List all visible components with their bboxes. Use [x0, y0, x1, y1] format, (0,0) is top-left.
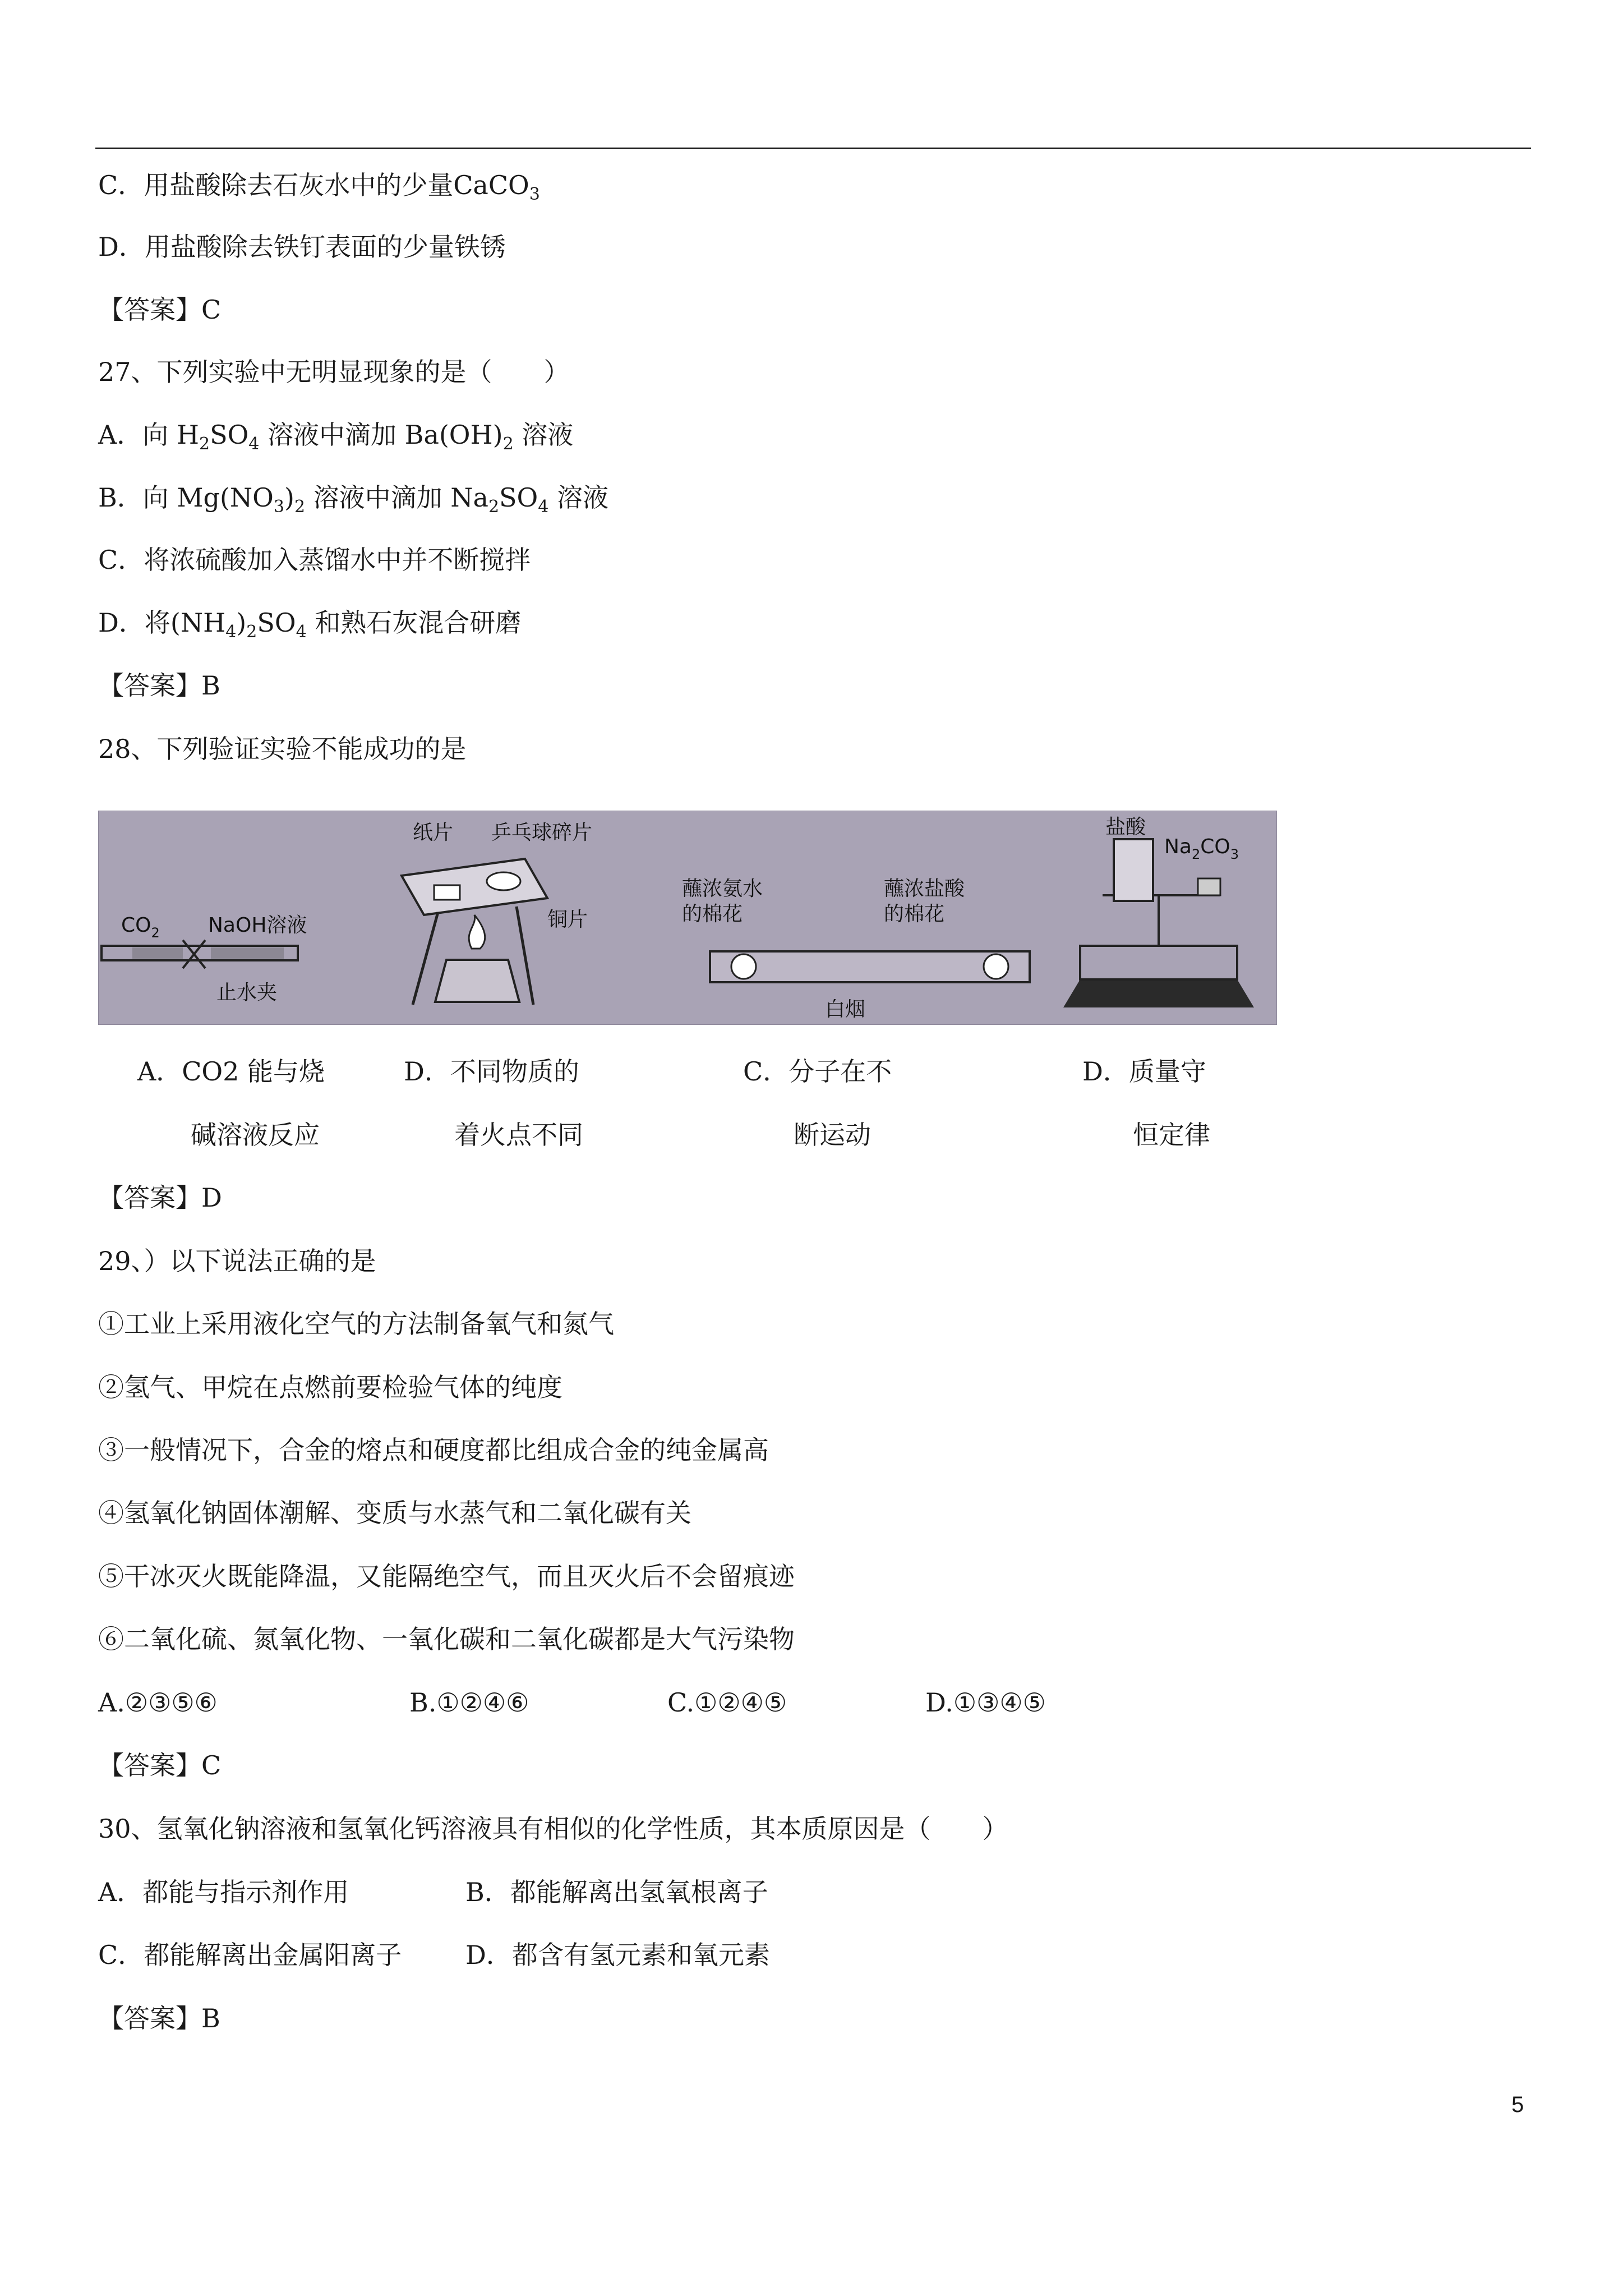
q29-statement-3: ③一般情况下，合金的熔点和硬度都比组成合金的纯金属高 — [98, 1435, 769, 1465]
q27-answer: 【答案】B — [98, 670, 220, 701]
q28-option-b-line1: D．不同物质的 — [404, 1056, 579, 1087]
q27-option-a: A．向 $H_2SO_4$ 溶液中滴加 $Ba(OH)_2$ 溶液 — [98, 420, 574, 454]
q28-answer: 【答案】D — [98, 1182, 222, 1213]
q26-option-c: C．用盐酸除去石灰水中的少量CaCO$_3$ — [98, 170, 540, 204]
q29-answer: 【答案】C — [98, 1750, 222, 1780]
label-hcl-2: 的棉花 — [884, 903, 945, 926]
q28-option-c-line2: 断运动 — [794, 1120, 871, 1150]
label-paper: 纸片 — [413, 821, 454, 844]
label-co2: $CO_2$ — [121, 914, 160, 941]
q28-option-b-line2: 着火点不同 — [454, 1120, 583, 1150]
label-acid: 盐酸 — [1105, 816, 1146, 839]
q30-option-a: A．都能与指示剂作用 — [98, 1877, 349, 1907]
label-copper: 铜片 — [547, 908, 588, 931]
label-naoh: NaOH溶液 — [208, 914, 307, 937]
label-pingpong: 乒乓球碎片 — [491, 821, 593, 844]
q26-answer: 【答案】C — [98, 295, 222, 325]
q30-stem: 30、氢氧化钠溶液和氢氧化钙溶液具有相似的化学性质，其本质原因是（ ） — [98, 1814, 1008, 1844]
q29-statement-4: ④氢氧化钠固体潮解、变质与水蒸气和二氧化碳有关 — [98, 1498, 691, 1528]
q29-stem: 29、）以下说法正确的是 — [98, 1246, 376, 1276]
q28-option-a-line1: A．CO2 能与烧 — [137, 1056, 325, 1087]
q29-statement-6: ⑥二氧化硫、氮氧化物、一氧化碳和二氧化碳都是大气污染物 — [98, 1624, 795, 1654]
panel-b-ignition — [402, 821, 592, 1005]
label-smoke: 白烟 — [825, 998, 866, 1021]
q28-experiment-figure — [98, 811, 1277, 1025]
q29-option-a: A.②③⑤⑥ — [98, 1687, 218, 1718]
q28-option-d-line2: 恒定律 — [1133, 1120, 1210, 1150]
q26-option-d: D．用盐酸除去铁钉表面的少量铁锈 — [98, 232, 506, 262]
q30-option-c: C．都能解离出金属阳离子 — [98, 1940, 402, 1970]
label-na2co3: $Na_2CO_3$ — [1164, 835, 1239, 862]
q30-option-b: B．都能解离出氢氧根离子 — [465, 1877, 768, 1907]
panel-c-diffusion — [682, 877, 1030, 1021]
q27-stem: 27、下列实验中无明显现象的是（ ） — [98, 357, 570, 387]
label-hcl-1: 蘸浓盐酸 — [884, 877, 965, 900]
panel-a-co2-naoh — [102, 914, 307, 1004]
q29-statement-1: ①工业上采用液化空气的方法制备氧气和氮气 — [98, 1309, 614, 1339]
label-clamp: 止水夹 — [216, 981, 278, 1004]
q28-option-c-line1: C．分子在不 — [743, 1056, 892, 1087]
q29-statement-5: ⑤干冰灭火既能降温，又能隔绝空气，而且灭火后不会留痕迹 — [98, 1561, 795, 1591]
q28-option-d-line1: D．质量守 — [1082, 1056, 1206, 1087]
page-number: 5 — [1511, 2092, 1524, 2117]
label-ammonia-1: 蘸浓氨水 — [682, 877, 763, 900]
q28-stem: 28、下列验证实验不能成功的是 — [98, 734, 467, 764]
q29-option-d: D.①③④⑤ — [925, 1687, 1046, 1718]
header-rule — [95, 148, 1531, 149]
q28-option-a-line2: 碱溶液反应 — [191, 1120, 320, 1150]
q27-option-c: C．将浓硫酸加入蒸馏水中并不断搅拌 — [98, 545, 531, 575]
q30-answer: 【答案】B — [98, 2003, 220, 2033]
label-ammonia-2: 的棉花 — [682, 903, 743, 926]
q30-option-d: D．都含有氢元素和氧元素 — [465, 1940, 770, 1970]
panel-d-balance — [1063, 816, 1254, 1007]
q29-statement-2: ②氢气、甲烷在点燃前要检验气体的纯度 — [98, 1372, 562, 1402]
q29-option-c: C.①②④⑤ — [667, 1687, 787, 1718]
q27-option-d: D．将$(NH_4)_2SO_4$ 和熟石灰混合研磨 — [98, 608, 522, 642]
q27-option-b: B．向 $Mg(NO_3)_2$ 溶液中滴加 $Na_2SO_4$ 溶液 — [98, 482, 608, 517]
q29-option-b: B.①②④⑥ — [409, 1687, 529, 1718]
